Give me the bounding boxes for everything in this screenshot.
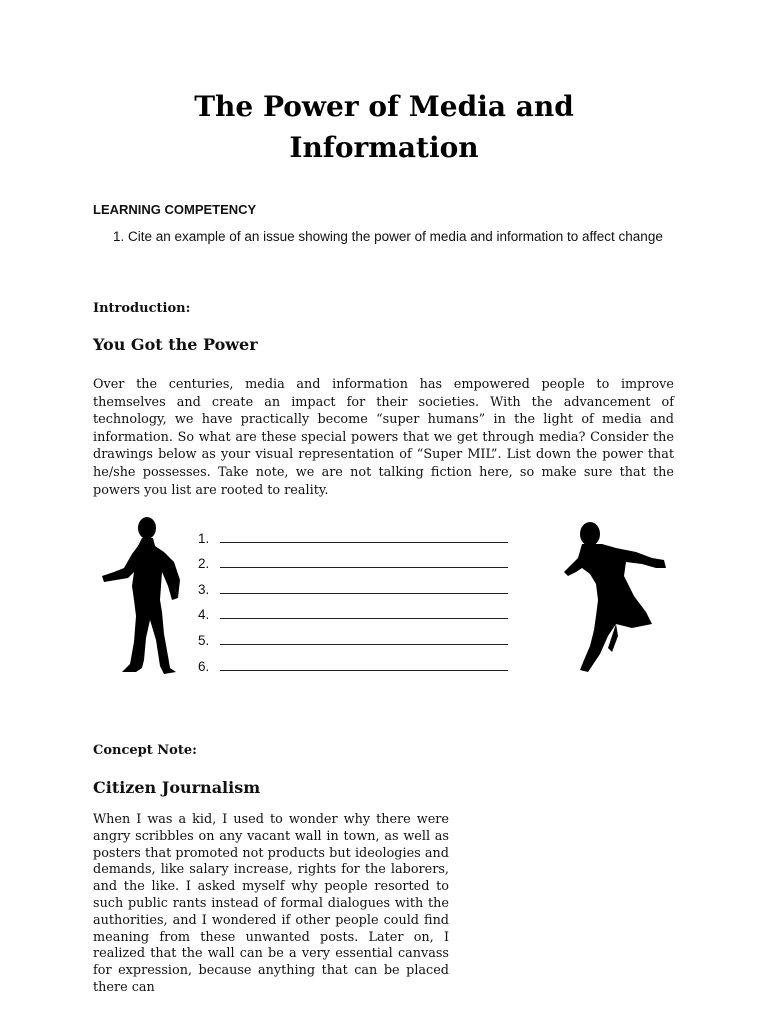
blank-line[interactable]: [220, 592, 508, 594]
citizen-journalism-heading: Citizen Journalism: [93, 778, 261, 797]
blank-line[interactable]: [220, 541, 508, 543]
concept-note-heading: Concept Note:: [93, 743, 197, 758]
blank-row[interactable]: [198, 571, 518, 597]
blank-row[interactable]: [198, 622, 518, 648]
answer-blanks-list: [198, 520, 518, 674]
concept-note-paragraph: When I was a kid, I used to wonder why there were angry scribbles on any vacant wall in town, as well as posters that promoted not products but ideologies and demands, like salary increase, rights for the laborers, and the like. I asked myself why people resorted to such public rants instead of formal dialogues with the authorities, and I wondered if other people could find meaning from these unwanted posts. Later on, I realized that the wall can be a very essential canvass for expression, because anything that can be placed there can: [93, 812, 449, 995]
female-superhero-silhouette-icon: [98, 516, 184, 676]
blank-line[interactable]: [220, 566, 508, 568]
blank-row[interactable]: [198, 648, 518, 674]
learning-competency-heading: LEARNING COMPETENCY: [93, 202, 257, 217]
blank-row[interactable]: [198, 520, 518, 546]
flying-caped-hero-silhouette-icon: [560, 520, 670, 672]
blank-number: 3.: [198, 581, 210, 597]
blank-line[interactable]: [220, 669, 508, 671]
blank-number: 2.: [198, 556, 210, 572]
blank-number: 1.: [198, 530, 210, 546]
blank-number: 5.: [198, 632, 210, 648]
blank-line[interactable]: [220, 643, 508, 645]
learning-competency-item: 1. Cite an example of an issue showing the power of media and information to affect change: [113, 229, 663, 244]
introduction-paragraph: Over the centuries, media and information has empowered people to improve themselves and create an impact for their societies. With the advancement of technology, we have practically become “super humans” in the light of media and information. So what are these special powers that we get through media? Consider the drawings below as your visual representation of “Super MIL”. List down the power that he/she possesses. Take note, we are not talking fiction here, so make sure that the powers you list are rooted to reality.: [93, 377, 674, 498]
blank-number: 6.: [198, 658, 210, 674]
blank-row[interactable]: [198, 546, 518, 572]
title-line-2: Information: [289, 131, 479, 164]
blank-line[interactable]: [220, 617, 508, 619]
blank-number: 4.: [198, 607, 210, 623]
you-got-the-power-heading: You Got the Power: [93, 335, 258, 354]
title-line-1: The Power of Media and: [194, 90, 574, 123]
blank-row[interactable]: [198, 597, 518, 623]
page-title: [0, 86, 768, 168]
introduction-heading: Introduction:: [93, 301, 191, 316]
